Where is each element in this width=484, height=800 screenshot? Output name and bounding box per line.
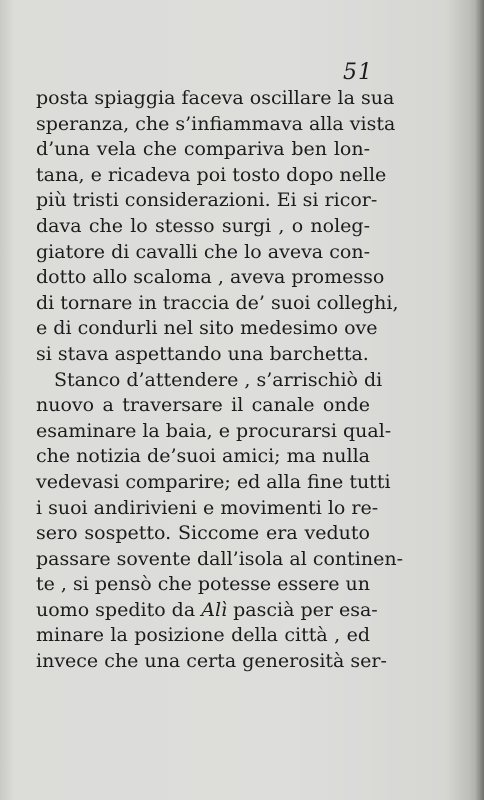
text-segment: pascià per esa- <box>227 598 378 621</box>
text-line: posta spiaggia faceva oscillare la sua <box>36 87 395 109</box>
text-line: di tornare in traccia de’ suoi colleghi, <box>36 291 399 314</box>
text-line: nuovo a traversare il canale onde <box>36 394 370 417</box>
text-line: Stanco d’attendere , s’arrischiò di <box>54 368 383 391</box>
page-number: 51 <box>343 60 373 85</box>
text-line: vedevasi comparire; ed alla fine tutti <box>36 470 391 493</box>
text-line: giatore di cavalli che lo aveva con- <box>36 240 370 263</box>
text-line: invece che una certa generosità ser- <box>36 650 387 673</box>
text-line: sero sospetto. Siccome era veduto <box>36 522 370 545</box>
text-line: si stava aspettando una barchetta. <box>36 342 369 365</box>
text-line-with-name <box>36 598 378 624</box>
italic-name: Alì <box>201 598 228 621</box>
text-line: dava che lo stesso surgi , o noleg- <box>36 214 370 237</box>
text-line: più tristi considerazioni. Ei si ricor- <box>36 189 378 212</box>
text-line: d’una vela che compariva ben lon- <box>36 138 370 161</box>
paragraph-2 <box>36 368 404 675</box>
paragraph-1 <box>36 86 399 368</box>
text-line: tana, e ricadeva poi tosto dopo nelle <box>36 163 387 186</box>
text-line: te , si pensò che potesse essere un <box>36 573 370 596</box>
text-line: e di condurli nel sito medesimo ove <box>36 317 378 340</box>
text-line: esaminare la baia, e procurarsi qual- <box>36 419 392 442</box>
text-line: che notizia de’suoi amici; ma nulla <box>36 445 370 468</box>
body-text <box>36 86 404 675</box>
text-line: i suoi andirivieni e movimenti lo re- <box>36 496 379 519</box>
text-line: speranza, che s’infiammava alla vista <box>36 112 396 135</box>
text-line: passare sovente dall’isola al continen- <box>36 547 404 570</box>
text-line: minare la posizione della città , ed <box>36 624 370 647</box>
text-segment: uomo spedito da <box>36 598 202 621</box>
page-edge-shadow <box>474 0 484 800</box>
text-line: dotto allo scaloma , aveva promesso <box>36 266 385 289</box>
